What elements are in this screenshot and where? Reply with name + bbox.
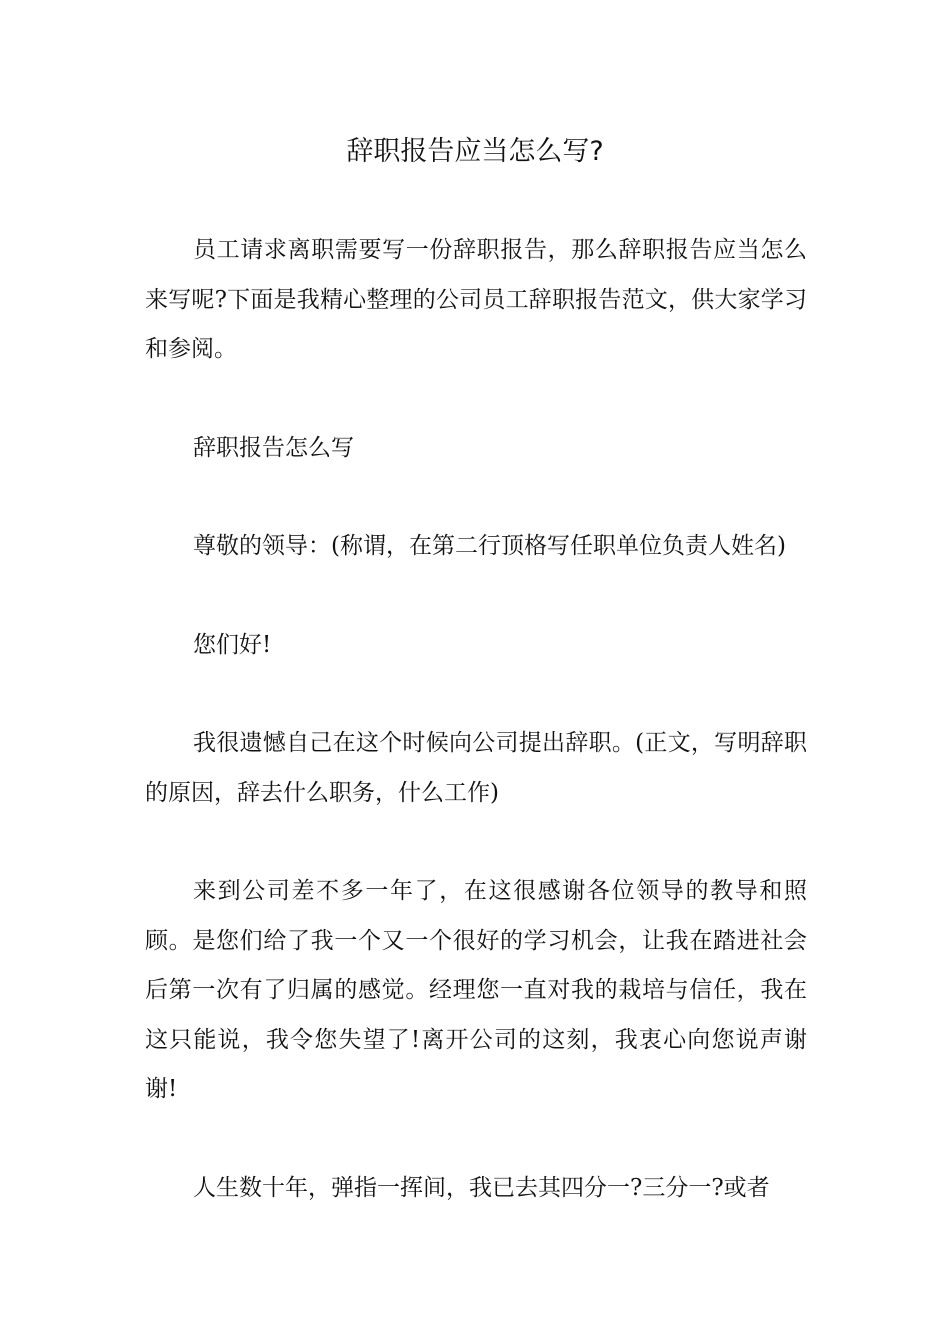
paragraph-intro: 员工请求离职需要写一份辞职报告，那么辞职报告应当怎么来写呢?下面是我精心整理的公司员工辞职报告范文，供大家学习和参阅。 bbox=[145, 237, 807, 362]
paragraph-thanks: 来到公司差不多一年了，在这很感谢各位领导的教导和照顾。是您们给了我一个又一个很好的学习机会，让我在踏进社会后第一次有了归属的感觉。经理您一直对我的栽培与信任，我在这只能说，我令您失望了!离开公司的这刻，我衷心向您说声谢谢! bbox=[145, 878, 807, 1102]
document-title: 辞职报告应当怎么写? bbox=[346, 136, 604, 167]
paragraph-greeting: 您们好! bbox=[193, 631, 272, 658]
document-body bbox=[145, 226, 807, 1213]
paragraph-reason: 我很遗憾自己在这个时候向公司提出辞职。(正文，写明辞职的原因，辞去什么职务，什么工作) bbox=[145, 730, 807, 806]
paragraph-life: 人生数十年，弹指一挥间，我已去其四分一?三分一?或者 bbox=[193, 1174, 770, 1201]
paragraph-salutation: 尊敬的领导：(称谓，在第二行顶格写任职单位负责人姓名) bbox=[193, 533, 786, 559]
paragraph-heading: 辞职报告怎么写 bbox=[193, 434, 354, 461]
